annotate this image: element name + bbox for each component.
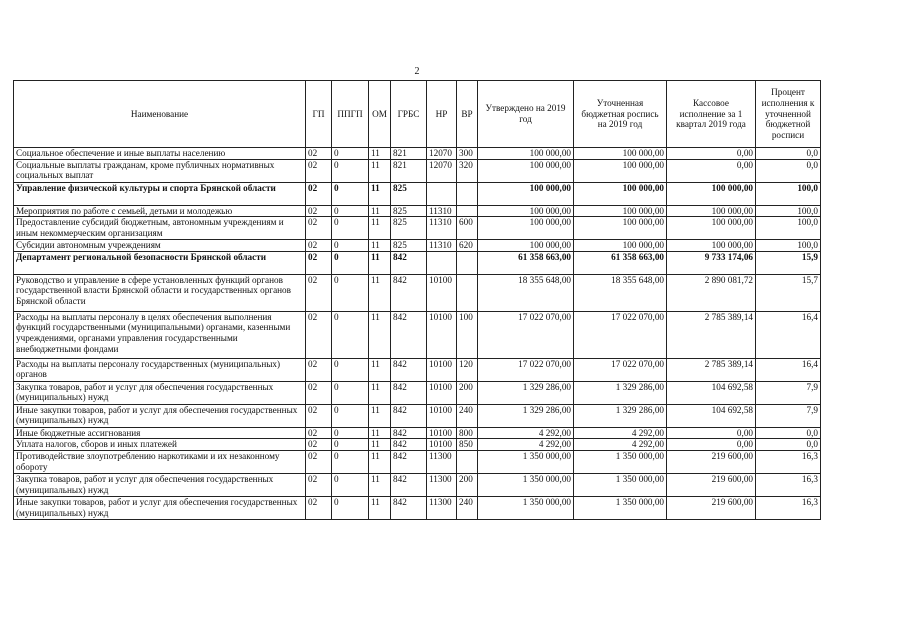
- cell-grbs: 842: [391, 274, 427, 311]
- table-row: [14, 182, 821, 205]
- cell-grbs: 842: [391, 473, 427, 496]
- cell-approved: 4 292,00: [478, 427, 574, 439]
- cell-ppgp: 0: [332, 358, 369, 381]
- cell-refined: 100 000,00: [574, 217, 667, 240]
- table-row: [14, 439, 821, 451]
- cell-cash: 9 733 174,06: [667, 251, 756, 274]
- cell-grbs: 825: [391, 182, 427, 205]
- cell-nr: 10100: [427, 358, 457, 381]
- cell-nr: 11310: [427, 217, 457, 240]
- cell-vr: [457, 205, 478, 217]
- cell-nr: [427, 251, 457, 274]
- cell-approved: 100 000,00: [478, 205, 574, 217]
- col-header-cash: Кассовое исполнение за 1 квартал 2019 года: [667, 81, 756, 148]
- col-header-name: Наименование: [14, 81, 306, 148]
- cell-cash: 0,00: [667, 148, 756, 160]
- cell-grbs: 842: [391, 381, 427, 404]
- cell-gp: 02: [306, 358, 332, 381]
- cell-grbs: 842: [391, 427, 427, 439]
- cell-cash: 0,00: [667, 439, 756, 451]
- cell-refined: 100 000,00: [574, 240, 667, 252]
- cell-percent: 15,9: [756, 251, 821, 274]
- col-header-refined: Уточненная бюджетная роспись на 2019 год: [574, 81, 667, 148]
- cell-refined: 100 000,00: [574, 182, 667, 205]
- cell-approved: 100 000,00: [478, 148, 574, 160]
- cell-percent: 15,7: [756, 274, 821, 311]
- cell-approved: 4 292,00: [478, 439, 574, 451]
- cell-cash: 2 785 389,14: [667, 358, 756, 381]
- cell-refined: 1 329 286,00: [574, 404, 667, 427]
- cell-percent: 100,0: [756, 240, 821, 252]
- cell-grbs: 842: [391, 496, 427, 519]
- cell-cash: 2 785 389,14: [667, 311, 756, 358]
- cell-percent: 16,4: [756, 311, 821, 358]
- cell-refined: 1 350 000,00: [574, 450, 667, 473]
- cell-om: 11: [369, 148, 391, 160]
- cell-vr: [457, 274, 478, 311]
- cell-cash: 100 000,00: [667, 240, 756, 252]
- table-row: [14, 240, 821, 252]
- col-header-gp: ГП: [306, 81, 332, 148]
- cell-percent: 16,3: [756, 496, 821, 519]
- cell-gp: 02: [306, 205, 332, 217]
- cell-om: 11: [369, 311, 391, 358]
- cell-grbs: 825: [391, 240, 427, 252]
- cell-name: Закупка товаров, работ и услуг для обеспечения государственных (муниципальных) нужд: [14, 473, 306, 496]
- cell-vr: [457, 450, 478, 473]
- cell-grbs: 842: [391, 311, 427, 358]
- cell-grbs: 825: [391, 205, 427, 217]
- table-row: [14, 404, 821, 427]
- cell-grbs: 821: [391, 148, 427, 160]
- col-header-grbs: ГРБС: [391, 81, 427, 148]
- table-row: [14, 381, 821, 404]
- cell-ppgp: 0: [332, 473, 369, 496]
- cell-grbs: 842: [391, 404, 427, 427]
- cell-name: Предоставление субсидий бюджетным, автономным учреждениям и иным некоммерческим организациям: [14, 217, 306, 240]
- cell-approved: 100 000,00: [478, 217, 574, 240]
- cell-percent: 16,3: [756, 473, 821, 496]
- cell-name: Расходы на выплаты персоналу государственных (муниципальных) органов: [14, 358, 306, 381]
- table-row: [14, 427, 821, 439]
- cell-nr: 10100: [427, 404, 457, 427]
- cell-nr: 12070: [427, 148, 457, 160]
- cell-vr: 120: [457, 358, 478, 381]
- cell-gp: 02: [306, 240, 332, 252]
- cell-nr: 11310: [427, 240, 457, 252]
- cell-vr: 850: [457, 439, 478, 451]
- cell-gp: 02: [306, 473, 332, 496]
- cell-gp: 02: [306, 381, 332, 404]
- cell-gp: 02: [306, 217, 332, 240]
- cell-nr: 10100: [427, 311, 457, 358]
- col-header-nr: НР: [427, 81, 457, 148]
- cell-om: 11: [369, 205, 391, 217]
- cell-name: Управление физической культуры и спорта Брянской области: [14, 182, 306, 205]
- page-number: 2: [414, 66, 420, 77]
- cell-gp: 02: [306, 404, 332, 427]
- table-row: [14, 473, 821, 496]
- cell-approved: 100 000,00: [478, 240, 574, 252]
- cell-ppgp: 0: [332, 274, 369, 311]
- table-row: [14, 251, 821, 274]
- cell-approved: 100 000,00: [478, 159, 574, 182]
- cell-om: 11: [369, 159, 391, 182]
- cell-cash: 0,00: [667, 427, 756, 439]
- cell-nr: 11300: [427, 450, 457, 473]
- cell-name: Субсидии автономным учреждениям: [14, 240, 306, 252]
- cell-vr: 620: [457, 240, 478, 252]
- cell-approved: 1 350 000,00: [478, 473, 574, 496]
- cell-nr: 10100: [427, 274, 457, 311]
- cell-nr: [427, 182, 457, 205]
- table-row: [14, 148, 821, 160]
- cell-refined: 4 292,00: [574, 439, 667, 451]
- cell-approved: 61 358 663,00: [478, 251, 574, 274]
- cell-approved: 17 022 070,00: [478, 358, 574, 381]
- cell-vr: 240: [457, 496, 478, 519]
- cell-percent: 100,0: [756, 182, 821, 205]
- cell-ppgp: 0: [332, 496, 369, 519]
- cell-ppgp: 0: [332, 439, 369, 451]
- cell-percent: 0,0: [756, 159, 821, 182]
- cell-approved: 1 329 286,00: [478, 381, 574, 404]
- cell-gp: 02: [306, 450, 332, 473]
- cell-ppgp: 0: [332, 381, 369, 404]
- col-header-ppgp: ППГП: [332, 81, 369, 148]
- cell-om: 11: [369, 182, 391, 205]
- col-header-vr: ВР: [457, 81, 478, 148]
- cell-nr: 10100: [427, 439, 457, 451]
- cell-ppgp: 0: [332, 217, 369, 240]
- cell-approved: 1 329 286,00: [478, 404, 574, 427]
- cell-om: 11: [369, 358, 391, 381]
- cell-nr: 10100: [427, 427, 457, 439]
- cell-vr: 800: [457, 427, 478, 439]
- cell-gp: 02: [306, 427, 332, 439]
- cell-refined: 17 022 070,00: [574, 358, 667, 381]
- cell-name: Противодействие злоупотреблению наркотиками и их незаконному обороту: [14, 450, 306, 473]
- cell-ppgp: 0: [332, 205, 369, 217]
- cell-gp: 02: [306, 159, 332, 182]
- cell-name: Уплата налогов, сборов и иных платежей: [14, 439, 306, 451]
- cell-ppgp: 0: [332, 182, 369, 205]
- cell-refined: 61 358 663,00: [574, 251, 667, 274]
- cell-refined: 1 350 000,00: [574, 496, 667, 519]
- cell-om: 11: [369, 274, 391, 311]
- cell-approved: 1 350 000,00: [478, 496, 574, 519]
- cell-om: 11: [369, 251, 391, 274]
- cell-approved: 17 022 070,00: [478, 311, 574, 358]
- cell-vr: 200: [457, 473, 478, 496]
- cell-ppgp: 0: [332, 240, 369, 252]
- col-header-om: ОМ: [369, 81, 391, 148]
- cell-ppgp: 0: [332, 404, 369, 427]
- cell-vr: 100: [457, 311, 478, 358]
- cell-grbs: 821: [391, 159, 427, 182]
- cell-nr: 11300: [427, 496, 457, 519]
- cell-nr: 12070: [427, 159, 457, 182]
- cell-vr: [457, 182, 478, 205]
- cell-vr: 200: [457, 381, 478, 404]
- cell-gp: 02: [306, 251, 332, 274]
- cell-gp: 02: [306, 311, 332, 358]
- cell-om: 11: [369, 450, 391, 473]
- cell-grbs: 842: [391, 251, 427, 274]
- cell-percent: 100,0: [756, 205, 821, 217]
- cell-refined: 100 000,00: [574, 159, 667, 182]
- cell-approved: 100 000,00: [478, 182, 574, 205]
- cell-grbs: 825: [391, 217, 427, 240]
- table-row: [14, 217, 821, 240]
- cell-vr: [457, 251, 478, 274]
- table-row: [14, 450, 821, 473]
- cell-om: 11: [369, 439, 391, 451]
- cell-cash: 219 600,00: [667, 496, 756, 519]
- cell-name: Мероприятия по работе с семьей, детьми и молодежью: [14, 205, 306, 217]
- budget-table: [13, 80, 821, 520]
- table-row: [14, 274, 821, 311]
- cell-percent: 7,9: [756, 381, 821, 404]
- cell-gp: 02: [306, 496, 332, 519]
- cell-name: Иные закупки товаров, работ и услуг для обеспечения государственных (муниципальных) нужд: [14, 404, 306, 427]
- cell-percent: 16,4: [756, 358, 821, 381]
- table-row: [14, 496, 821, 519]
- cell-gp: 02: [306, 274, 332, 311]
- cell-nr: 11310: [427, 205, 457, 217]
- cell-cash: 219 600,00: [667, 473, 756, 496]
- cell-nr: 11300: [427, 473, 457, 496]
- cell-cash: 100 000,00: [667, 182, 756, 205]
- cell-approved: 1 350 000,00: [478, 450, 574, 473]
- cell-ppgp: 0: [332, 148, 369, 160]
- cell-name: Иные бюджетные ассигнования: [14, 427, 306, 439]
- cell-approved: 18 355 648,00: [478, 274, 574, 311]
- table-row: [14, 205, 821, 217]
- header-row: [14, 81, 821, 148]
- cell-gp: 02: [306, 439, 332, 451]
- cell-ppgp: 0: [332, 311, 369, 358]
- cell-percent: 100,0: [756, 217, 821, 240]
- cell-cash: 219 600,00: [667, 450, 756, 473]
- cell-refined: 100 000,00: [574, 205, 667, 217]
- cell-cash: 2 890 081,72: [667, 274, 756, 311]
- cell-name: Руководство и управление в сфере установленных функций органов государственной власти Брянской области и государственных органов Брянской области: [14, 274, 306, 311]
- cell-refined: 1 329 286,00: [574, 381, 667, 404]
- cell-om: 11: [369, 496, 391, 519]
- cell-refined: 4 292,00: [574, 427, 667, 439]
- table-row: [14, 159, 821, 182]
- cell-om: 11: [369, 427, 391, 439]
- cell-vr: 600: [457, 217, 478, 240]
- cell-grbs: 842: [391, 450, 427, 473]
- cell-name: Социальные выплаты гражданам, кроме публичных нормативных социальных выплат: [14, 159, 306, 182]
- cell-gp: 02: [306, 182, 332, 205]
- cell-nr: 10100: [427, 381, 457, 404]
- cell-refined: 17 022 070,00: [574, 311, 667, 358]
- cell-om: 11: [369, 381, 391, 404]
- cell-cash: 100 000,00: [667, 217, 756, 240]
- cell-grbs: 842: [391, 439, 427, 451]
- cell-name: Расходы на выплаты персоналу в целях обеспечения выполнения функций государственными (муниципальными) органами, казенными учреждениями, органами управления государственными внебюджетными фондами: [14, 311, 306, 358]
- cell-name: Социальное обеспечение и иные выплаты населению: [14, 148, 306, 160]
- cell-om: 11: [369, 217, 391, 240]
- cell-vr: 300: [457, 148, 478, 160]
- cell-vr: 240: [457, 404, 478, 427]
- table-row: [14, 358, 821, 381]
- cell-cash: 0,00: [667, 159, 756, 182]
- table-row: [14, 311, 821, 358]
- cell-ppgp: 0: [332, 427, 369, 439]
- cell-refined: 1 350 000,00: [574, 473, 667, 496]
- cell-name: Департамент региональной безопасности Брянской области: [14, 251, 306, 274]
- col-header-percent: Процент исполнения к уточненной бюджетной росписи: [756, 81, 821, 148]
- cell-ppgp: 0: [332, 251, 369, 274]
- cell-refined: 100 000,00: [574, 148, 667, 160]
- cell-cash: 104 692,58: [667, 404, 756, 427]
- cell-percent: 16,3: [756, 450, 821, 473]
- cell-percent: 0,0: [756, 439, 821, 451]
- cell-percent: 0,0: [756, 427, 821, 439]
- cell-om: 11: [369, 404, 391, 427]
- cell-name: Закупка товаров, работ и услуг для обеспечения государственных (муниципальных) нужд: [14, 381, 306, 404]
- cell-refined: 18 355 648,00: [574, 274, 667, 311]
- cell-vr: 320: [457, 159, 478, 182]
- cell-gp: 02: [306, 148, 332, 160]
- cell-percent: 7,9: [756, 404, 821, 427]
- cell-cash: 104 692,58: [667, 381, 756, 404]
- cell-grbs: 842: [391, 358, 427, 381]
- cell-percent: 0,0: [756, 148, 821, 160]
- cell-cash: 100 000,00: [667, 205, 756, 217]
- cell-om: 11: [369, 240, 391, 252]
- cell-ppgp: 0: [332, 450, 369, 473]
- cell-om: 11: [369, 473, 391, 496]
- cell-name: Иные закупки товаров, работ и услуг для обеспечения государственных (муниципальных) нужд: [14, 496, 306, 519]
- cell-ppgp: 0: [332, 159, 369, 182]
- col-header-approved: Утверждено на 2019 год: [478, 81, 574, 148]
